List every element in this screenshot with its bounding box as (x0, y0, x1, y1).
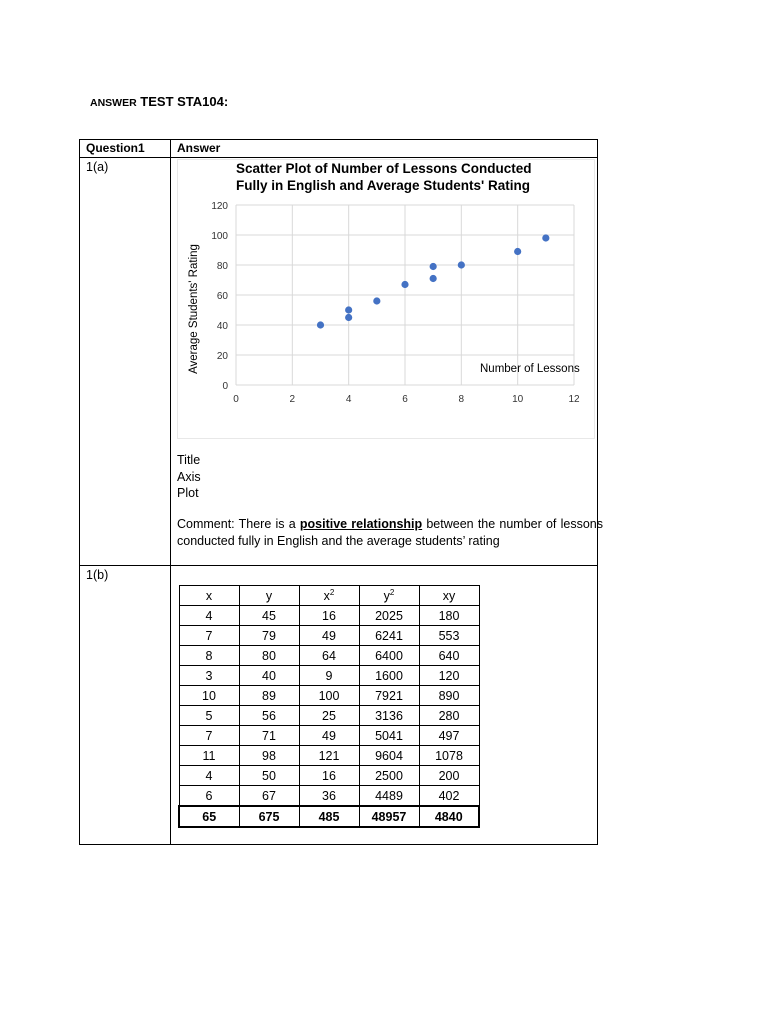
cell-y-squared: 3136 (359, 706, 419, 726)
cell-x-squared: 100 (299, 686, 359, 706)
totals-row (179, 806, 479, 827)
cell-y-squared: 2025 (359, 606, 419, 626)
data-point (430, 263, 437, 270)
cell-x-squared: 64 (299, 646, 359, 666)
table-row (179, 606, 479, 626)
header-y: y (239, 586, 299, 606)
comment-after: between the number of lessons conducted fully in English and the average students’ rating (177, 517, 603, 548)
heading-prefix: ANSWER (90, 97, 137, 109)
cell-y-squared: 6241 (359, 626, 419, 646)
cell-x-squared: 9 (299, 666, 359, 686)
total-x: 65 (179, 806, 239, 827)
cell-y: 80 (239, 646, 299, 666)
cell-y-squared: 9604 (359, 746, 419, 766)
question-1b-cell (80, 566, 171, 845)
cell-x: 4 (179, 606, 239, 626)
total-x-squared: 485 (299, 806, 359, 827)
scatter-chart-svg (178, 160, 594, 438)
cell-x: 8 (179, 646, 239, 666)
table-row (179, 686, 479, 706)
question-1b-label: 1(b) (86, 568, 109, 582)
scatter-chart (177, 159, 595, 439)
cell-xy: 553 (419, 626, 479, 646)
cell-x: 5 (179, 706, 239, 726)
table-row (179, 666, 479, 686)
table-row (179, 766, 479, 786)
cell-y-squared: 4489 (359, 786, 419, 807)
cell-xy: 497 (419, 726, 479, 746)
marking-criteria (177, 452, 201, 502)
y-tick-label: 80 (216, 261, 228, 272)
criteria-plot: Plot (177, 486, 199, 500)
x-tick-label: 10 (512, 394, 524, 405)
cell-y: 50 (239, 766, 299, 786)
data-point (514, 248, 521, 255)
cell-y: 98 (239, 746, 299, 766)
cell-x-squared: 16 (299, 606, 359, 626)
calculation-table (178, 585, 480, 828)
total-y-squared: 48957 (359, 806, 419, 827)
cell-y: 56 (239, 706, 299, 726)
data-point (345, 314, 352, 321)
total-xy: 4840 (419, 806, 479, 827)
x-tick-label: 6 (402, 394, 408, 405)
cell-xy: 402 (419, 786, 479, 807)
cell-x: 3 (179, 666, 239, 686)
cell-x: 10 (179, 686, 239, 706)
y-tick-label: 40 (216, 321, 228, 332)
cell-x-squared: 49 (299, 726, 359, 746)
cell-y-squared: 7921 (359, 686, 419, 706)
question-1b-row (80, 566, 598, 845)
header-y-squared (359, 586, 419, 606)
x-tick-label: 2 (289, 394, 296, 405)
question-1a-row (80, 158, 598, 566)
cell-y-squared: 6400 (359, 646, 419, 666)
table-row (179, 646, 479, 666)
document-heading (90, 94, 228, 109)
criteria-title: Title (177, 453, 201, 467)
calculation-header-row (179, 586, 479, 606)
y-tick-label: 120 (211, 201, 228, 212)
table-row (179, 746, 479, 766)
x-tick-label: 0 (233, 394, 239, 405)
cell-xy: 1078 (419, 746, 479, 766)
total-y: 675 (239, 806, 299, 827)
heading-title: TEST STA104: (140, 94, 229, 109)
cell-y: 89 (239, 686, 299, 706)
cell-y: 79 (239, 626, 299, 646)
cell-y: 40 (239, 666, 299, 686)
cell-x-squared: 49 (299, 626, 359, 646)
answer-table-header-row (80, 140, 598, 158)
y-tick-label: 60 (216, 291, 228, 302)
cell-y-squared: 5041 (359, 726, 419, 746)
x-axis-label: Number of Lessons (480, 363, 580, 375)
cell-x: 11 (179, 746, 239, 766)
table-row (179, 786, 479, 807)
comment-before: Comment: There is a (177, 517, 300, 531)
cell-x: 7 (179, 726, 239, 746)
comment-text (177, 516, 603, 550)
cell-x: 4 (179, 766, 239, 786)
header-x-squared-sup: 2 (329, 587, 335, 597)
cell-x-squared: 121 (299, 746, 359, 766)
cell-x-squared: 36 (299, 786, 359, 807)
cell-y: 67 (239, 786, 299, 807)
cell-xy: 890 (419, 686, 479, 706)
cell-y: 71 (239, 726, 299, 746)
header-x-squared-base: x (323, 589, 330, 604)
cell-xy: 640 (419, 646, 479, 666)
y-axis-label: Average Students' Rating (188, 244, 200, 374)
question-1a-label: 1(a) (86, 160, 109, 174)
cell-y: 45 (239, 606, 299, 626)
y-tick-label: 100 (211, 231, 228, 242)
cell-x-squared: 25 (299, 706, 359, 726)
table-row (179, 626, 479, 646)
answer-table (79, 139, 603, 845)
chart-title-line2: Fully in English and Average Students' Rating (236, 178, 530, 193)
cell-xy: 120 (419, 666, 479, 686)
header-y-squared-base: y (383, 589, 390, 604)
data-point (401, 281, 408, 288)
cell-y-squared: 1600 (359, 666, 419, 686)
header-y-squared-sup: 2 (389, 587, 395, 597)
x-tick-label: 4 (345, 394, 352, 405)
header-x-squared (299, 586, 359, 606)
cell-x: 7 (179, 626, 239, 646)
data-point (373, 297, 380, 304)
data-point (458, 261, 465, 268)
answer-column-header: Answer (171, 140, 598, 158)
x-tick-label: 8 (458, 394, 465, 405)
data-point (345, 306, 352, 313)
chart-title-line1: Scatter Plot of Number of Lessons Conducted (236, 161, 532, 176)
header-x: x (179, 586, 239, 606)
answer-1b-cell (171, 566, 598, 845)
question-column-header: Question1 (80, 140, 171, 158)
data-point (430, 275, 437, 282)
cell-xy: 180 (419, 606, 479, 626)
cell-y-squared: 2500 (359, 766, 419, 786)
comment-emphasis: positive relationship (299, 517, 423, 531)
table-row (179, 706, 479, 726)
x-tick-label: 12 (568, 394, 580, 405)
answer-1a-cell (171, 158, 603, 566)
data-point (317, 321, 324, 328)
table-row (179, 726, 479, 746)
cell-x-squared: 16 (299, 766, 359, 786)
criteria-axis: Axis (177, 469, 201, 484)
cell-xy: 200 (419, 766, 479, 786)
cell-xy: 280 (419, 706, 479, 726)
y-tick-label: 0 (222, 381, 228, 392)
question-1a-cell (80, 158, 171, 566)
cell-x: 6 (179, 786, 239, 807)
y-tick-label: 20 (216, 351, 228, 362)
header-xy: xy (419, 586, 479, 606)
data-point (542, 234, 549, 241)
